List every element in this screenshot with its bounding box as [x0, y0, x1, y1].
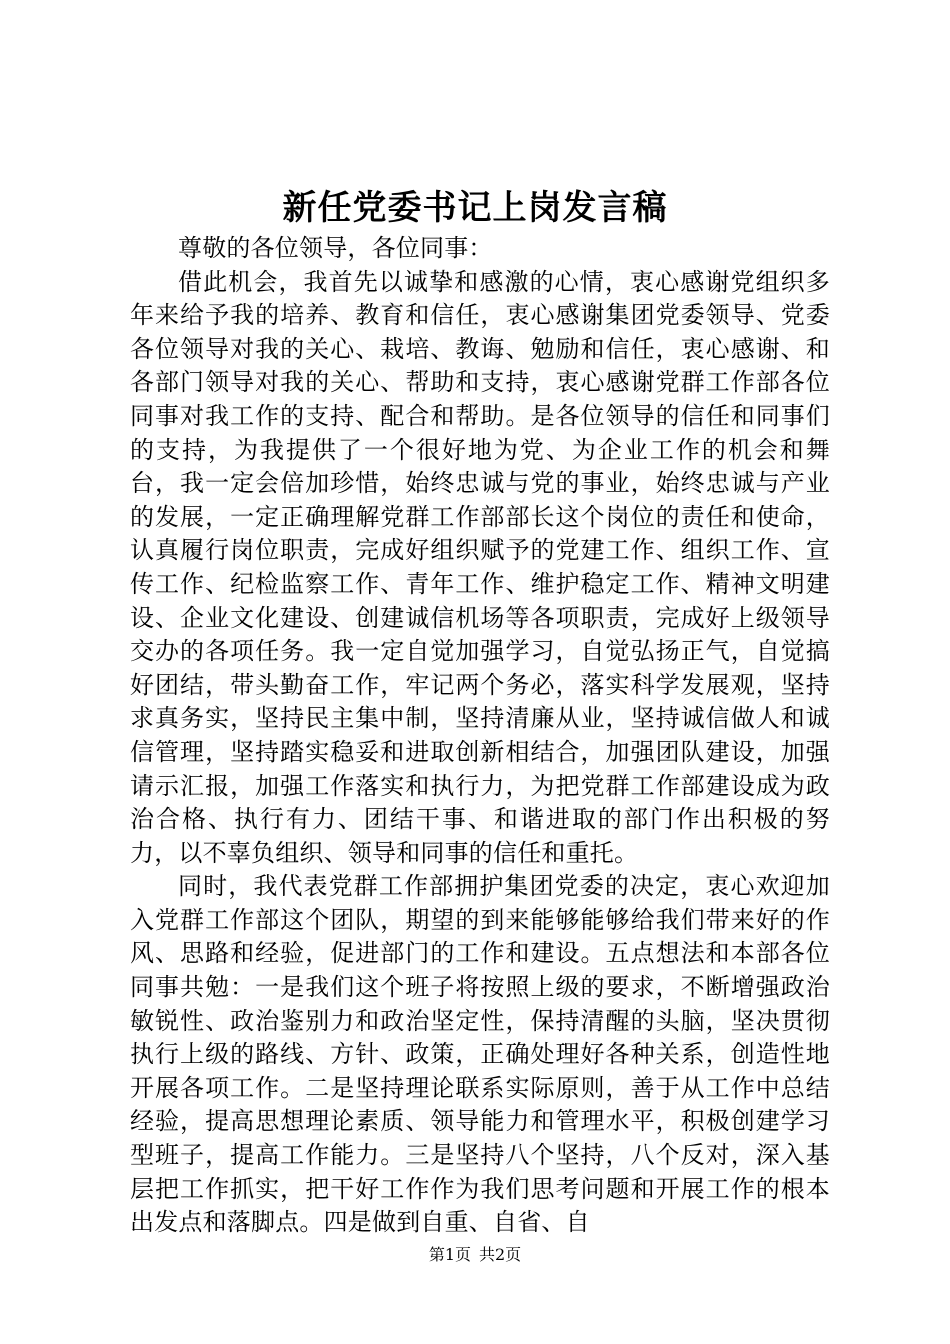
page-footer	[0, 1244, 950, 1266]
document-body	[130, 232, 830, 1240]
page-number: 第1页	[428, 1245, 471, 1264]
salutation-paragraph: 尊敬的各位领导，各位同事：	[178, 234, 493, 262]
body-paragraph: 同时，我代表党群工作部拥护集团党委的决定，衷心欢迎加入党群工作部这个团队，期望的到来能够能够给我们带来好的作风、思路和经验，促进部门的工作和建设。五点想法和本部各位同事共勉：一是我们这个班子将按照上级的要求，不断增强政治敏锐性、政治鉴别力和政治坚定性，保持清醒的头脑，坚决贯彻执行上级的路线、方针、政策，正确处理好各种关系，创造性地开展各项工作。二是坚持理论联系实际原则，善于从工作中总结经验，提高思想理论素质、领导能力和管理水平，积极创建学习型班子，提高工作能力。三是坚持八个坚持，八个反对，深入基层把工作抓实，把干好工作作为我们思考问题和开展工作的根本出发点和落脚点。四是做到自重、自省、自	[130, 872, 830, 1237]
body-paragraph: 借此机会，我首先以诚挚和感激的心情，衷心感谢党组织多年来给予我的培养、教育和信任，衷心感谢集团党委领导、党委各位领导对我的关心、栽培、教诲、勉励和信任，衷心感谢、和各部门领导对我的关心、帮助和支持，衷心感谢党群工作部各位同事对我工作的支持、配合和帮助。是各位领导的信任和同事们的支持，为我提供了一个很好地为党、为企业工作的机会和舞台，我一定会倍加珍惜，始终忠诚与党的事业，始终忠诚与产业的发展，一定正确理解党群工作部部长这个岗位的责任和使命，认真履行岗位职责，完成好组织赋予的党建工作、组织工作、宣传工作、纪检监察工作、青年工作、维护稳定工作、精神文明建设、企业文化建设、创建诚信机场等各项职责，完成好上级领导交办的各项任务。我一定自觉加强学习，自觉弘扬正气，自觉搞好团结，带头勤奋工作，牢记两个务必，落实科学发展观，坚持求真务实，坚持民主集中制，坚持清廉从业，坚持诚信做人和诚信管理，坚持踏实稳妥和进取创新相结合，加强团队建设，加强请示汇报，加强工作落实和执行力，为把党群工作部建设成为政治合格、执行有力、团结干事、和谐进取的部门作出积极的努力，以不辜负组织、领导和同事的信任和重托。	[130, 267, 830, 867]
page-total: 共2页	[479, 1245, 522, 1264]
document-title: 新任党委书记上岗发言稿	[282, 188, 668, 228]
